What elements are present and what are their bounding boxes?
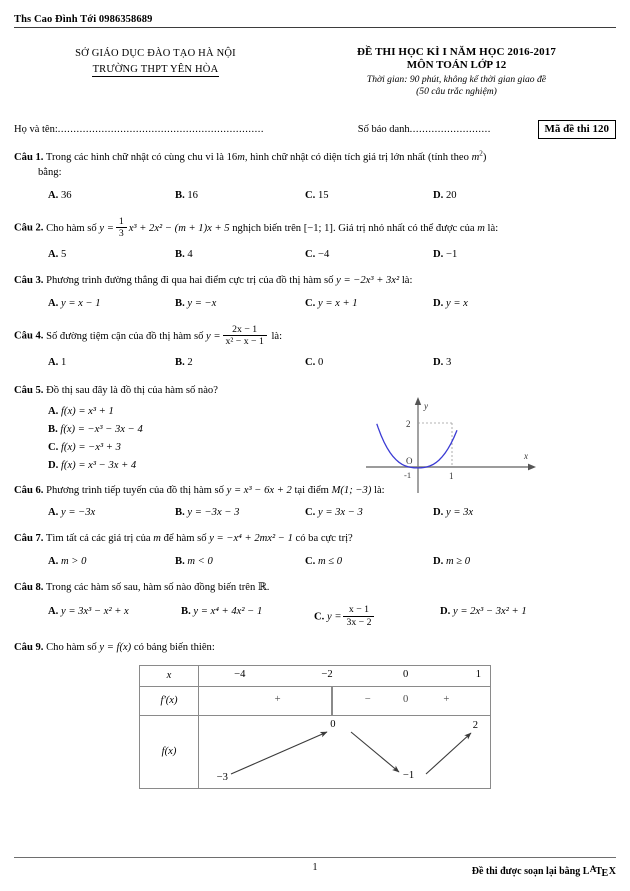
option-6-d-value: y = 3x: [445, 506, 474, 518]
exam-title: ĐỀ THI HỌC KÌ I NĂM HỌC 2016-2017: [356, 46, 556, 58]
option-3-b[interactable]: [175, 296, 305, 311]
question-7-label: Câu 7.: [14, 533, 44, 545]
question-1-text: Trong các hình chữ nhật có cùng chu vi là 16m, hình chữ nhật có diện tích giá trị lớn nhất (tính theo $m^2$): [45, 149, 487, 163]
option-6-a-letter: A.: [48, 506, 59, 518]
option-7-a[interactable]: [48, 554, 175, 569]
option-4-d-letter: D.: [433, 356, 444, 368]
option-1-b[interactable]: [175, 188, 305, 203]
variation-derivative-values: [199, 686, 491, 715]
school-block: [14, 46, 297, 97]
question-2-var-m: m: [477, 222, 485, 234]
question-2-text-a: Cho hàm số: [46, 222, 100, 234]
option-6-d-letter: D.: [433, 506, 444, 518]
option-5-d[interactable]: [48, 457, 348, 475]
option-4-b-letter: B.: [175, 356, 185, 368]
derivative-sign-3: +: [443, 693, 450, 705]
question-8-options: [14, 604, 616, 628]
question-4-text: [46, 324, 283, 348]
question-1-unit-m2: m: [471, 152, 480, 163]
option-8-c-frac-num: x − 1: [348, 604, 370, 616]
option-2-c[interactable]: [305, 247, 433, 262]
variation-function-values: [199, 715, 491, 788]
question-2-text-c: . Giá trị nhỏ nhất có thể được của: [332, 222, 478, 234]
option-8-b[interactable]: [181, 604, 314, 628]
variation-row-function: [140, 715, 491, 788]
option-8-a[interactable]: [48, 604, 181, 628]
question-9-text-b: có bảng biến thiên:: [131, 642, 215, 654]
question-5-options: [14, 399, 348, 476]
candidate-row: [14, 120, 616, 139]
running-header: Ths Cao Đình Tới 0986358689: [14, 14, 153, 25]
question-6-equation: y = x³ − 6x + 2: [226, 484, 292, 496]
option-3-a[interactable]: [48, 296, 175, 311]
option-7-c-letter: C.: [305, 555, 316, 567]
header-rule: [14, 27, 616, 28]
cubic-graph-svg: [356, 391, 546, 499]
question-4: [14, 324, 616, 370]
arrow-increase-1: [231, 732, 327, 774]
option-4-c-letter: C.: [305, 356, 316, 368]
option-2-b-value: 4: [187, 248, 193, 260]
question-4-frac-den: x² − x − 1: [223, 335, 267, 348]
option-7-c-value: m ≤ 0: [317, 555, 343, 567]
exam-title-block: [297, 46, 616, 97]
x-value-1: −2: [321, 668, 333, 680]
option-2-b-letter: B.: [175, 248, 185, 260]
question-1-text-a: Trong các hình chữ nhật có cùng chu vi là 16: [45, 152, 238, 163]
option-7-a-letter: A.: [48, 555, 59, 567]
latex-logo: LATEX: [582, 864, 616, 879]
question-6-text-c: là:: [371, 484, 385, 496]
question-5-text: Đồ thị sau đây là đồ thị của hàm số nào?: [46, 385, 218, 397]
exam-subject: MÔN TOÁN LỚP 12: [406, 59, 507, 71]
option-6-a-value: y = −3x: [60, 506, 96, 518]
question-2-text-d: là:: [484, 222, 499, 234]
question-3-options: [14, 296, 616, 311]
question-7-options: [14, 554, 616, 569]
name-label: Họ và tên:: [14, 124, 58, 135]
variation-label-x-text: x: [166, 670, 172, 682]
x-value-3: 1: [475, 668, 482, 680]
question-2-eq-rest: x³ + 2x² − (m + 1)x + 5: [128, 222, 230, 234]
option-7-d-value: m ≥ 0: [445, 555, 471, 567]
footer-row: [14, 862, 616, 879]
arrow-increase-2: [426, 733, 471, 774]
function-value-1: 0: [330, 718, 336, 730]
question-9-text: [46, 642, 215, 653]
question-1-options: [14, 188, 616, 203]
option-5-b-value: f(x) = −x³ − 3x − 4: [60, 423, 143, 435]
variation-label-fprime-text: f'(x): [160, 695, 178, 707]
x-axis-arrow: [528, 463, 536, 470]
option-4-d[interactable]: [433, 355, 451, 370]
option-2-d-letter: D.: [433, 248, 444, 260]
question-8: [14, 580, 616, 628]
option-7-b-letter: B.: [175, 555, 185, 567]
option-5-c[interactable]: [48, 439, 348, 457]
option-3-c-letter: C.: [305, 297, 316, 309]
option-2-a[interactable]: [48, 247, 175, 262]
question-7-text-c: có ba cực trị?: [292, 533, 353, 545]
function-value-2: −1: [402, 769, 415, 781]
option-4-a[interactable]: [48, 355, 175, 370]
origin-label: O: [406, 455, 413, 466]
option-4-b[interactable]: [175, 355, 305, 370]
question-6-label: Câu 6.: [14, 484, 44, 496]
question-7-text-a: Tìm tất cả các giá trị của: [45, 533, 154, 545]
option-8-c-frac-den: 3x − 2: [343, 616, 374, 629]
option-8-b-value: y = x⁴ + 4x² − 1: [193, 606, 263, 618]
question-3-equation: y = −2x³ + 3x²: [336, 275, 400, 287]
option-2-d-value: −1: [445, 248, 458, 260]
derivative-sign-1: −: [364, 693, 371, 705]
question-4-frac-num: 2x − 1: [232, 324, 258, 336]
question-8-text: Trong các hàm số sau, hàm số nào đồng biến trên ℝ.: [45, 581, 270, 593]
question-6-text-b: tại điểm: [291, 484, 332, 496]
question-3-text: [46, 275, 412, 286]
y-axis-label: y: [424, 400, 428, 411]
option-5-c-letter: C.: [48, 442, 59, 454]
question-5: [14, 383, 616, 481]
option-2-c-value: −4: [317, 248, 330, 260]
question-2-text: [46, 216, 499, 240]
option-1-d[interactable]: [433, 188, 457, 203]
option-7-b[interactable]: [175, 554, 305, 569]
y-tick-2: 2: [406, 418, 411, 429]
option-3-b-value: y = −x: [187, 297, 217, 309]
option-6-c[interactable]: [305, 505, 433, 520]
footer-rule: [14, 857, 616, 858]
question-3-label: Câu 3.: [14, 275, 44, 287]
question-2-frac-num: 1: [118, 216, 124, 228]
option-8-a-letter: A.: [48, 606, 59, 618]
option-5-c-value: f(x) = −x³ + 3: [60, 442, 121, 454]
x-value-0: −4: [234, 668, 246, 680]
page-footer: [14, 857, 616, 879]
option-5-b-letter: B.: [48, 423, 58, 435]
variation-table: [139, 665, 491, 789]
option-8-c[interactable]: [314, 604, 440, 628]
option-6-b-value: y = −3x − 3: [187, 506, 240, 518]
question-2-fraction: [116, 216, 127, 240]
option-1-d-value: 20: [445, 189, 457, 201]
option-7-b-value: m < 0: [187, 555, 213, 567]
question-1-label: Câu 1.: [14, 152, 44, 163]
option-3-d-value: y = x: [445, 297, 468, 309]
option-8-d[interactable]: [440, 604, 527, 628]
sbd-label: Số báo danh: [357, 124, 410, 135]
question-9-label: Câu 9.: [14, 642, 44, 654]
variation-label-fprime: [140, 686, 199, 715]
question-9: [14, 640, 616, 655]
option-1-a-value: 36: [60, 189, 72, 201]
question-1-unit-m: m: [237, 152, 245, 163]
question-6-text-a: Phương trình tiếp tuyến của đồ thị hàm số: [46, 484, 227, 496]
option-7-d[interactable]: [433, 554, 470, 569]
question-4-text-a: Số đường tiệm cận của đồ thị hàm số: [46, 330, 207, 342]
option-2-b[interactable]: [175, 247, 305, 262]
question-4-options: [14, 355, 616, 370]
option-2-a-letter: A.: [48, 248, 59, 260]
derivative-divider: [331, 687, 332, 715]
question-2-frac-den: 3: [116, 227, 127, 240]
x-value-2: 0: [402, 668, 409, 680]
option-6-c-value: y = 3x − 3: [317, 506, 363, 518]
question-6-options: [14, 505, 616, 520]
school-name: TRƯỜNG THPT YÊN HÒA: [92, 64, 219, 75]
cubic-curve: [377, 423, 457, 467]
option-2-d[interactable]: [433, 247, 457, 262]
derivative-sign-0: +: [274, 693, 281, 705]
question-2-text-b: nghịch biến trên: [229, 222, 304, 234]
option-1-b-value: 16: [187, 189, 198, 201]
question-5-body: [14, 399, 616, 481]
question-5-label: Câu 5.: [14, 385, 44, 397]
option-6-d[interactable]: [433, 505, 473, 520]
option-8-b-letter: B.: [181, 606, 191, 618]
option-6-b-letter: B.: [175, 506, 185, 518]
question-1-text-b: , hình chữ nhật có diện tích giá trị lớn nhất (tính theo: [244, 152, 472, 163]
option-3-d[interactable]: [433, 296, 468, 311]
option-5-b[interactable]: [48, 421, 348, 439]
name-dotted-line[interactable]: ..................................................................: [57, 124, 264, 135]
option-7-a-value: m > 0: [60, 555, 87, 567]
option-2-a-value: 5: [60, 248, 67, 260]
option-7-c[interactable]: [305, 554, 433, 569]
x-tick-minus1: -1: [404, 469, 412, 480]
variation-row-x: [140, 665, 491, 686]
question-3: [14, 273, 616, 311]
option-4-c-value: 0: [317, 356, 324, 368]
sbd-dotted-line[interactable]: ..........................: [409, 124, 491, 135]
question-2: [14, 216, 616, 262]
variation-x-values: [199, 665, 491, 686]
option-5-a[interactable]: [48, 403, 348, 421]
question-1: [14, 150, 616, 203]
option-6-c-letter: C.: [305, 506, 316, 518]
variation-label-f-text: f(x): [161, 746, 177, 758]
option-3-c[interactable]: [305, 296, 433, 311]
option-4-b-value: 2: [187, 356, 193, 368]
question-4-fraction: [223, 324, 267, 348]
x-axis-label: x: [524, 450, 528, 461]
variation-row-derivative: [140, 686, 491, 715]
function-value-3: 2: [472, 719, 479, 731]
question-7-text: [46, 533, 353, 544]
question-6-text: [46, 485, 385, 496]
option-3-c-value: y = x + 1: [317, 297, 358, 309]
variation-label-f: [140, 715, 199, 788]
question-2-options: [14, 247, 616, 262]
y-axis-arrow: [415, 397, 421, 405]
option-1-c-value: 15: [317, 189, 329, 201]
question-2-label: Câu 2.: [14, 222, 44, 234]
option-5-a-letter: A.: [48, 405, 59, 417]
question-5-graph: [348, 399, 616, 481]
variation-label-x: [140, 665, 199, 686]
option-8-a-value: y = 3x³ − x² + x: [60, 606, 129, 618]
option-8-d-value: y = 2x³ − 3x² + 1: [452, 606, 527, 618]
option-3-a-value: y = x − 1: [60, 297, 101, 309]
option-1-c[interactable]: [305, 188, 433, 203]
option-3-d-letter: D.: [433, 297, 444, 309]
question-3-text-a: Phương trình đường thẳng đi qua hai điểm cực trị của đồ thị hàm số: [46, 275, 337, 287]
variation-table-wrap: [14, 665, 616, 789]
arrow-decrease-1: [351, 732, 399, 772]
function-value-0: −3: [216, 771, 228, 783]
exam-header: [14, 46, 616, 97]
option-8-c-letter: C.: [314, 611, 325, 623]
question-8-label: Câu 8.: [14, 581, 44, 593]
question-2-interval: [−1; 1]: [303, 222, 333, 234]
question-7-text-b: để hàm số: [160, 533, 210, 545]
question-4-text-b: là:: [268, 330, 283, 342]
question-2-eq-y: y =: [99, 222, 114, 234]
question-7: [14, 531, 616, 569]
option-3-a-letter: A.: [48, 297, 59, 309]
option-1-a[interactable]: [48, 188, 175, 203]
option-4-d-value: 3: [445, 356, 452, 368]
footer-note-text: Đề thi được soạn lại bằng: [471, 866, 583, 877]
question-6-point: M(1; −3): [331, 484, 372, 496]
footer-note: [472, 866, 616, 877]
option-3-b-letter: B.: [175, 297, 185, 309]
question-9-text-a: Cho hàm số: [46, 642, 100, 654]
x-tick-1: 1: [449, 470, 454, 481]
question-4-label: Câu 4.: [14, 330, 44, 342]
question-1-line2: bằng:: [38, 167, 62, 179]
option-1-a-letter: A.: [48, 189, 59, 201]
exam-duration: Thời gian: 90 phút, không kể thời gian giao đề: [366, 74, 547, 85]
question-7-equation: y = −x⁴ + 2mx² − 1: [209, 533, 293, 545]
option-6-a[interactable]: [48, 505, 175, 520]
question-9-equation: y = f(x): [99, 642, 132, 654]
variation-arrows-svg: [199, 716, 493, 788]
option-8-c-eq: y =: [326, 611, 342, 623]
question-7-var-m: m: [153, 533, 161, 545]
department-name: SỞ GIÁO DỤC ĐÀO TẠO HÀ NỘI: [75, 48, 236, 59]
exam-question-count: (50 câu trắc nghiệm): [416, 86, 497, 97]
option-5-d-letter: D.: [48, 460, 59, 472]
option-4-a-value: 1: [60, 356, 67, 368]
option-5-d-value: f(x) = x³ − 3x + 4: [60, 460, 137, 472]
option-8-d-letter: D.: [440, 606, 451, 618]
option-1-c-letter: C.: [305, 189, 316, 201]
option-7-d-letter: D.: [433, 555, 444, 567]
question-3-text-b: là:: [399, 275, 413, 287]
derivative-sign-2: 0: [402, 693, 409, 705]
page-number: 1: [312, 862, 318, 873]
option-1-d-letter: D.: [433, 189, 444, 201]
option-8-c-fraction: [343, 604, 374, 628]
exam-code-box: Mã đề thi 120: [538, 120, 616, 139]
option-6-b[interactable]: [175, 505, 305, 520]
option-1-b-letter: B.: [175, 189, 185, 201]
option-4-a-letter: A.: [48, 356, 59, 368]
option-5-a-value: f(x) = x³ + 1: [60, 405, 114, 417]
question-4-eq-y: y =: [206, 330, 221, 342]
question-1-text-c: ): [482, 152, 487, 163]
option-4-c[interactable]: [305, 355, 433, 370]
option-2-c-letter: C.: [305, 248, 316, 260]
